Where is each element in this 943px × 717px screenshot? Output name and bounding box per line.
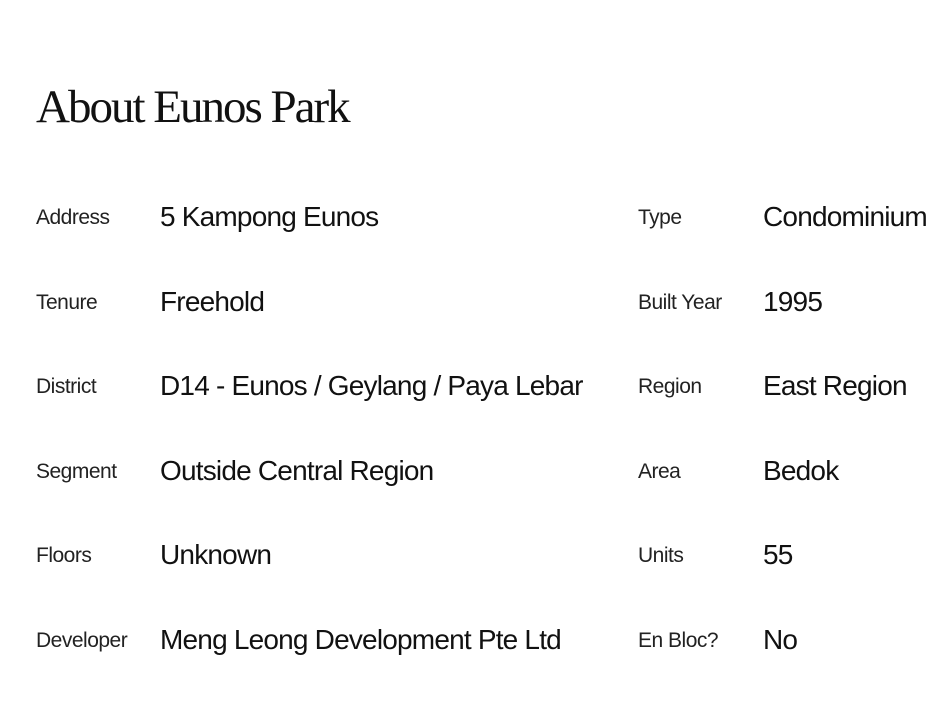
address-label: Address [36, 206, 110, 229]
type-label: Type [638, 206, 682, 229]
segment-value: Outside Central Region [160, 454, 434, 486]
property-details-grid [0, 196, 943, 703]
units-label: Units [638, 544, 684, 567]
tenure-value: Freehold [160, 285, 265, 317]
detail-row-address-type [0, 196, 943, 281]
built-year-label: Built Year [638, 290, 722, 314]
region-value: East Region [763, 370, 907, 401]
built-year-value: 1995 [763, 285, 823, 317]
detail-row-tenure-built-year [0, 281, 943, 366]
address-value: 5 Kampong Eunos [160, 201, 379, 232]
developer-value: Meng Leong Development Pte Ltd [160, 623, 561, 655]
tenure-label: Tenure [36, 290, 98, 314]
type-value: Condominium [763, 201, 927, 232]
detail-row-district-region [0, 365, 943, 450]
area-value: Bedok [763, 454, 839, 486]
district-label: District [36, 375, 97, 398]
units-value: 55 [763, 539, 793, 570]
detail-row-segment-area [0, 450, 943, 535]
floors-value: Unknown [160, 539, 272, 570]
detail-row-floors-units [0, 534, 943, 619]
segment-label: Segment [36, 459, 117, 483]
detail-row-developer-en-bloc [0, 619, 943, 704]
en-bloc-value: No [763, 623, 798, 655]
page-title: About Eunos Park [36, 81, 349, 133]
en-bloc-label: En Bloc? [638, 628, 719, 652]
area-label: Area [638, 459, 681, 483]
region-label: Region [638, 375, 702, 398]
floors-label: Floors [36, 544, 92, 567]
developer-label: Developer [36, 628, 128, 652]
district-value: D14 - Eunos / Geylang / Paya Lebar [160, 370, 583, 401]
